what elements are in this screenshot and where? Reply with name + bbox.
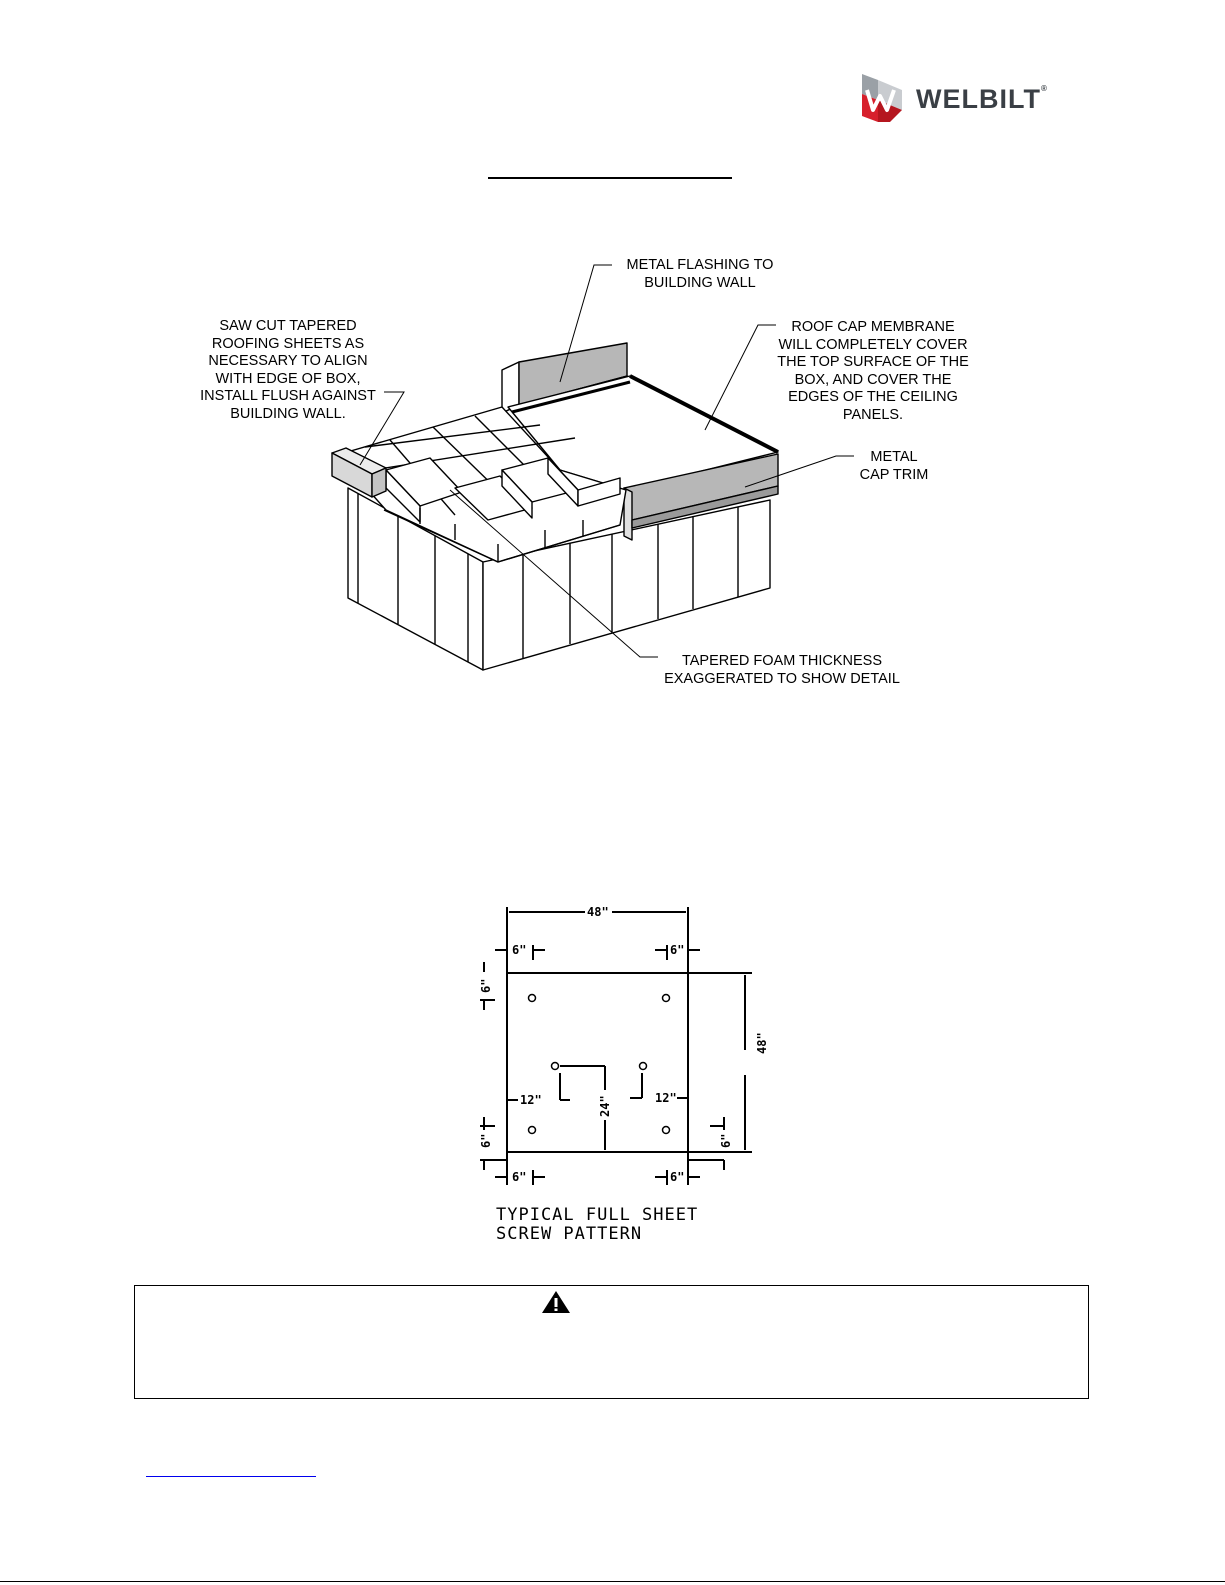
warning-triangle-icon	[541, 1290, 571, 1314]
dim-edge-bottom-right: 6"	[670, 1170, 685, 1184]
screw-hole	[529, 995, 536, 1002]
footer-link-underline[interactable]	[146, 1476, 316, 1477]
tapered-foam-callout: TAPERED FOAM THICKNESS EXAGGERATED TO SHOW DETAIL	[664, 653, 900, 687]
screw-hole	[663, 1127, 670, 1134]
metal-flashing-callout: METAL FLASHING TO BUILDING WALL	[626, 257, 774, 291]
dim-edge-bottom-left: 6"	[512, 1170, 527, 1184]
screw-hole	[552, 1063, 559, 1070]
screw-hole	[663, 995, 670, 1002]
screw-hole	[529, 1127, 536, 1134]
screw-pattern-caption: TYPICAL FULL SHEET SCREW PATTERN	[496, 1205, 699, 1244]
dim-center-offset-left: 12"	[520, 1093, 542, 1107]
dim-edge-left-bottom: 6"	[479, 1133, 493, 1148]
metal-cap-trim-callout: METAL CAP TRIM	[859, 449, 929, 483]
saw-cut-callout: SAW CUT TAPERED ROOFING SHEETS AS NECESSARY TO ALIGN WITH EDGE OF BOX, INSTALL FLUSH AGAINST BUILDING WALL.	[200, 318, 376, 422]
dim-center-offset-right: 12"	[655, 1091, 677, 1105]
screw-hole	[640, 1063, 647, 1070]
dim-edge-top-right: 6"	[670, 943, 685, 957]
warning-box	[134, 1285, 1089, 1399]
dim-width-label: 48"	[587, 905, 609, 919]
roof-cap-callout: ROOF CAP MEMBRANE WILL COMPLETELY COVER THE TOP SURFACE OF THE BOX, AND COVER THE EDGES OF THE CEILING PANELS.	[777, 319, 969, 423]
logo-registered-mark: ®	[1040, 84, 1048, 93]
dim-edge-top-left: 6"	[512, 943, 527, 957]
dim-edge-right-bottom: 6"	[719, 1133, 733, 1148]
footer-rule	[0, 1581, 1225, 1582]
dim-edge-left-top: 6"	[479, 978, 493, 993]
dim-center-height: 24"	[598, 1095, 612, 1117]
dim-height-label: 48"	[755, 1032, 769, 1054]
logo-name: WELBILT	[916, 84, 1041, 114]
